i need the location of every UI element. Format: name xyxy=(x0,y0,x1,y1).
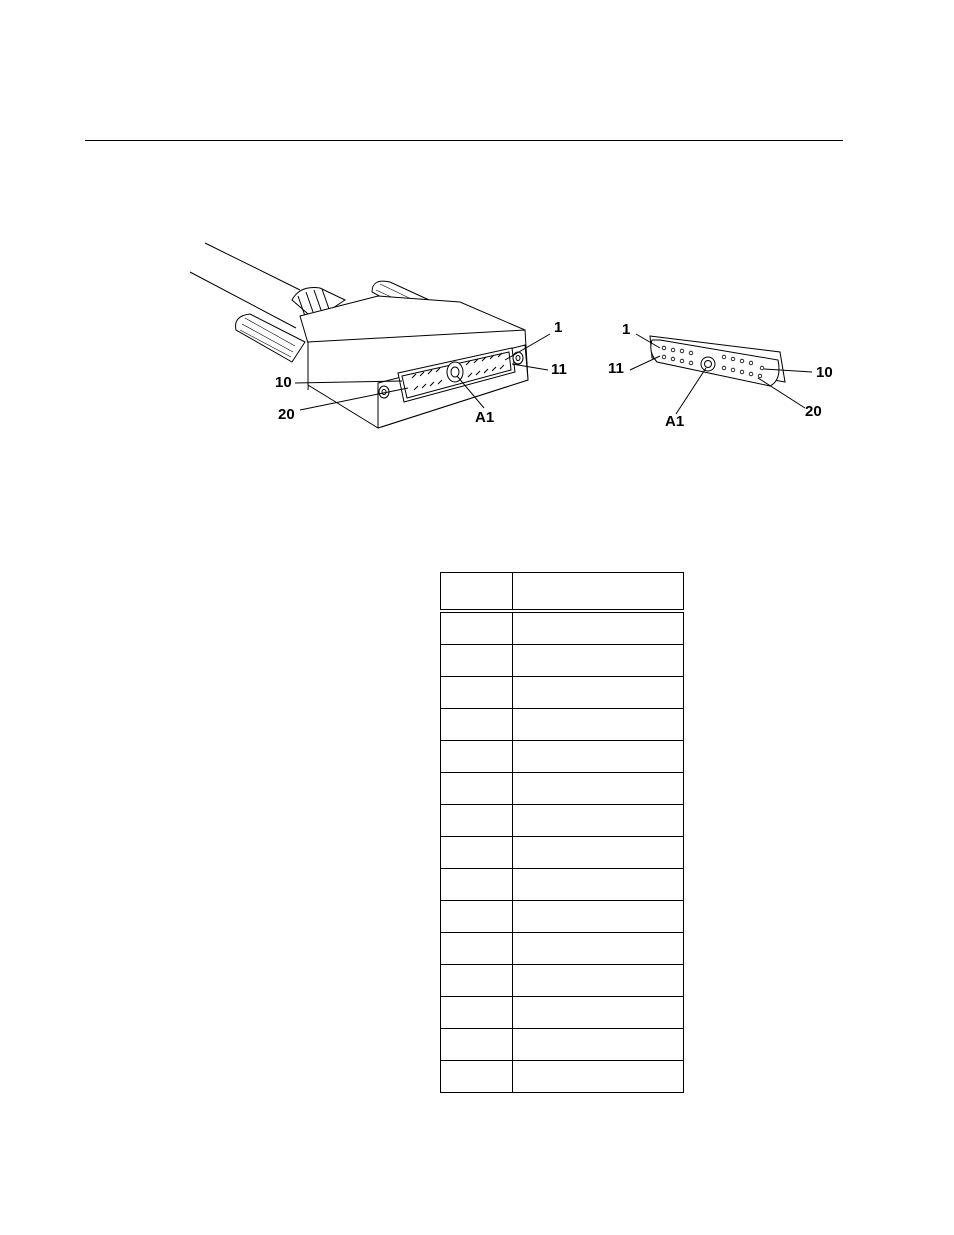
table-cell xyxy=(441,965,513,997)
table-row xyxy=(441,773,684,805)
table-cell xyxy=(513,611,684,645)
table-cell xyxy=(513,709,684,741)
table-cell xyxy=(441,901,513,933)
female-pin-10-callout: 10 xyxy=(816,364,833,381)
connector-figure xyxy=(0,0,954,470)
female-pin-11-callout: 11 xyxy=(608,360,624,377)
table-row xyxy=(441,933,684,965)
table-row xyxy=(441,709,684,741)
pinout-table xyxy=(440,572,684,1093)
table-cell xyxy=(513,741,684,773)
table-row xyxy=(441,741,684,773)
table-cell xyxy=(513,965,684,997)
table-row xyxy=(441,869,684,901)
table-cell xyxy=(441,805,513,837)
table-cell xyxy=(441,741,513,773)
table-cell xyxy=(441,1061,513,1093)
table-cell xyxy=(441,1029,513,1061)
male-pin-1-callout: 1 xyxy=(554,319,563,336)
table-cell xyxy=(513,1061,684,1093)
table-header-cell xyxy=(513,573,684,612)
table-cell xyxy=(513,837,684,869)
female-pin-1-callout: 1 xyxy=(622,321,631,338)
table-cell xyxy=(513,869,684,901)
table-cell xyxy=(513,805,684,837)
table-cell xyxy=(441,611,513,645)
table-row xyxy=(441,1029,684,1061)
table-row xyxy=(441,1061,684,1093)
male-pin-a1-callout: A1 xyxy=(475,409,495,426)
table-header-cell xyxy=(441,573,513,612)
table-cell xyxy=(513,773,684,805)
male-pin-10-callout: 10 xyxy=(275,374,292,391)
table-header-row xyxy=(441,573,684,612)
table-row xyxy=(441,965,684,997)
female-pin-a1-callout: A1 xyxy=(665,413,685,430)
connector-illustration xyxy=(0,0,954,470)
table-cell xyxy=(513,645,684,677)
table-row xyxy=(441,901,684,933)
female-pin-20-callout: 20 xyxy=(805,403,822,420)
table-cell xyxy=(441,677,513,709)
table-cell xyxy=(513,933,684,965)
table-cell xyxy=(513,677,684,709)
table-row xyxy=(441,997,684,1029)
table-cell xyxy=(513,1029,684,1061)
table-row xyxy=(441,805,684,837)
table-cell xyxy=(441,837,513,869)
table-cell xyxy=(441,645,513,677)
male-pin-20-callout: 20 xyxy=(278,406,295,423)
male-pin-11-callout: 11 xyxy=(551,361,567,378)
table-cell xyxy=(441,709,513,741)
table-cell xyxy=(513,901,684,933)
table-cell xyxy=(513,997,684,1029)
table-row xyxy=(441,677,684,709)
table-row xyxy=(441,837,684,869)
table-row xyxy=(441,645,684,677)
table-cell xyxy=(441,869,513,901)
table-cell xyxy=(441,997,513,1029)
table-row xyxy=(441,611,684,645)
table-cell xyxy=(441,773,513,805)
table-cell xyxy=(441,933,513,965)
